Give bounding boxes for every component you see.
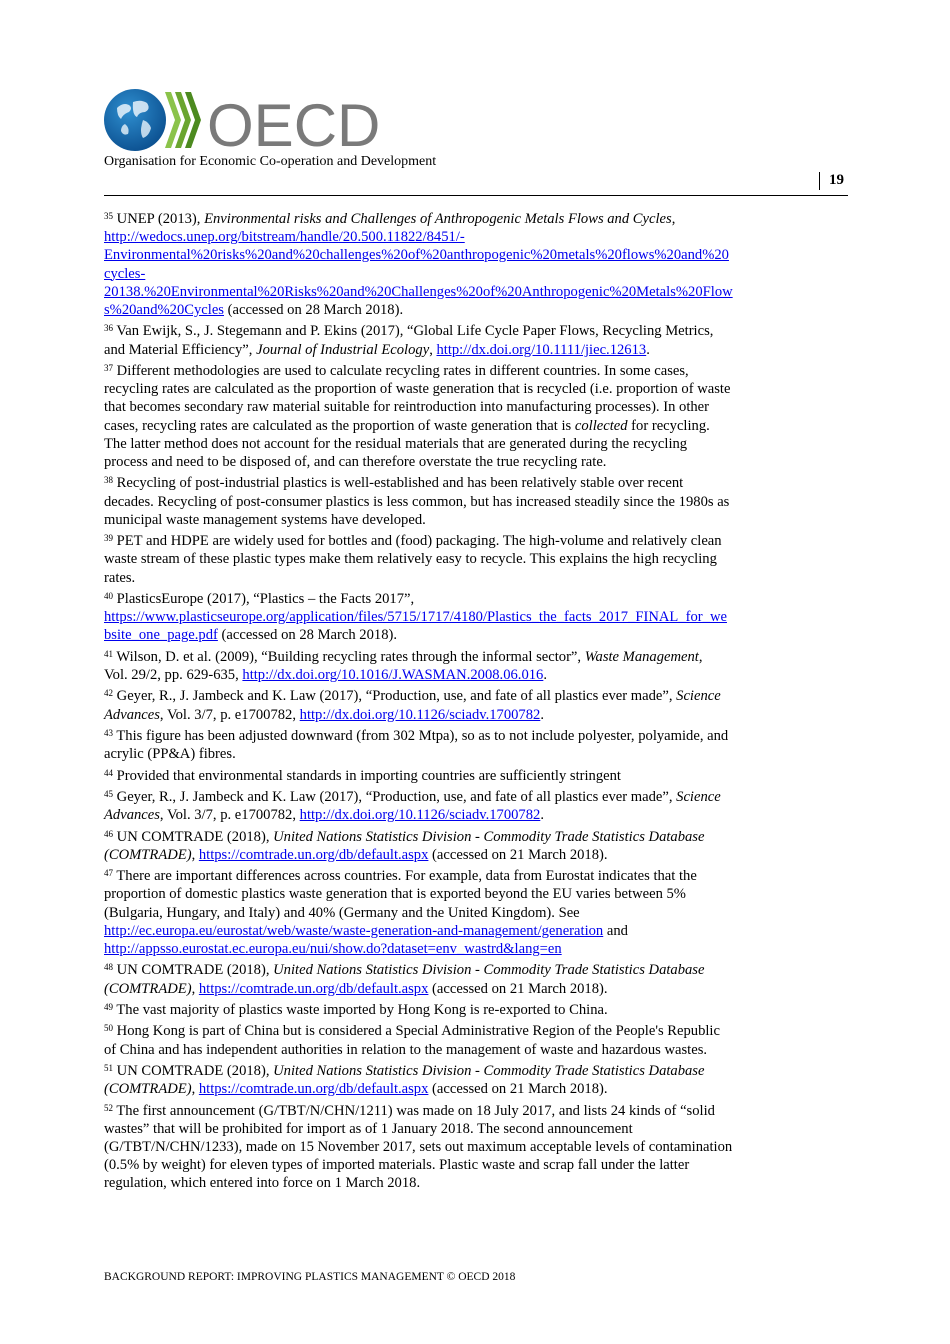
footnote-text: rates.: [104, 569, 136, 586]
footnote-text: proportion of domestic plastics waste generation that is exported beyond the EU varies between 5%: [104, 886, 686, 903]
globe-icon: [104, 89, 166, 151]
footnote-line: [104, 922, 796, 940]
italic-title: United Nations Statistics Division - Commodity Trade Statistics Database: [273, 1062, 705, 1079]
italic-title: Waste Management: [584, 648, 699, 665]
footnote-text: (accessed on 21 March 2018).: [428, 980, 608, 997]
reference-link[interactable]: https://comtrade.un.org/db/default.aspx: [198, 846, 429, 863]
footnote-text: UN COMTRADE (2018),: [116, 962, 274, 979]
footnote-line: [104, 301, 796, 319]
footnote-number: 41: [104, 648, 113, 659]
footnote-text: (accessed on 28 March 2018).: [223, 302, 404, 319]
footnote-line: [104, 940, 796, 958]
italic-title: collected: [574, 417, 628, 434]
italic-title: Advances: [104, 706, 160, 723]
footnote-line: [104, 362, 796, 380]
footnote-line: [104, 380, 796, 398]
footnote-text: .: [540, 807, 544, 824]
footnote-line: [104, 493, 796, 511]
reference-link[interactable]: http://ec.europa.eu/eurostat/web/waste/waste-generation-and-management/generation: [104, 922, 604, 939]
reference-link[interactable]: s%20and%20Cycles: [104, 302, 224, 319]
italic-title: United Nations Statistics Division - Commodity Trade Statistics Database: [273, 828, 705, 845]
reference-link[interactable]: https://comtrade.un.org/db/default.aspx: [198, 980, 429, 997]
footnote-text: The first announcement (G/TBT/N/CHN/1211) was made on 18 July 2017, and lists 24 kinds of “solid: [116, 1102, 715, 1119]
reference-link[interactable]: http://dx.doi.org/10.1126/sciadv.1700782: [299, 706, 541, 723]
footnote-text: There are important differences across countries. For example, data from Eurostat indicates that the: [116, 868, 697, 885]
footnote-line: [104, 550, 796, 568]
footnote-line: [104, 532, 796, 550]
footnote-text: municipal waste management systems have developed.: [104, 511, 426, 528]
chevrons-icon: [165, 92, 201, 148]
footnote-number: 37: [104, 363, 113, 373]
footnote-47: [104, 867, 796, 958]
footnote-42: [104, 687, 796, 723]
footnote-text: UN COMTRADE (2018),: [116, 1062, 274, 1079]
reference-link[interactable]: http://wedocs.unep.org/bitstream/handle/20.500.11822/8451/-: [104, 229, 465, 246]
footnote-line: [104, 1062, 796, 1080]
footnote-number: 36: [104, 323, 113, 334]
organisation-name: Organisation for Economic Co-operation and Development: [104, 154, 437, 169]
footnote-text: wastes” that will be prohibited for import as of 1 January 2018. The second announcement: [104, 1120, 633, 1137]
footnote-39: [104, 532, 796, 587]
footnote-text: decades. Recycling of post-consumer plastics is less common, but has increased steadily since the 1980s as: [104, 493, 730, 510]
footnote-text: ,: [191, 980, 199, 997]
footnote-51: [104, 1062, 796, 1098]
footnote-number: 35: [104, 211, 113, 221]
italic-title: United Nations Statistics Division - Commodity Trade Statistics Database: [273, 962, 705, 979]
footnote-text: This figure has been adjusted downward (from 302 Mtpa), so as to not include polyester, polyamide, and: [116, 727, 729, 744]
footnote-text: The latter method does not account for the residual materials that are generated during the recycling: [104, 435, 688, 452]
footnote-text: process and need to be disposed of, and can therefore overstate the true recycling rate.: [104, 454, 607, 471]
footnote-line: [104, 666, 796, 684]
header-divider: [104, 195, 848, 196]
footnote-number: 42: [104, 688, 113, 699]
footnote-text: ,: [191, 1081, 199, 1098]
footnote-text: Vol. 29/2, pp. 629-635,: [104, 667, 243, 683]
footnote-line: [104, 1156, 796, 1174]
footnote-line: [104, 745, 796, 763]
footnote-number: 45: [104, 788, 113, 799]
page-number-bar: [819, 172, 820, 190]
footnote-text: Geyer, R., J. Jambeck and K. Law (2017), “Production, use, and fate of all plastics ever made”,: [116, 788, 677, 805]
footnote-text: , Vol. 3/7, p. e1700782,: [159, 807, 300, 824]
footnote-text: recycling rates are calculated as the proportion of waste generation that is recycled (i.e. proportion of waste: [104, 381, 731, 398]
footnote-text: Hong Kong is part of China but is considered a Special Administrative Region of the People's Republic: [116, 1023, 720, 1040]
reference-link[interactable]: https://comtrade.un.org/db/default.aspx: [198, 1081, 429, 1098]
footnote-text: (accessed on 28 March 2018).: [217, 627, 398, 644]
footnote-line: [104, 1102, 796, 1120]
footnote-text: ,: [191, 846, 199, 863]
footnote-line: [104, 1022, 796, 1040]
footnote-text: cases, recycling rates are calculated as the proportion of waste generation that is: [104, 417, 575, 434]
page-footer: BACKGROUND REPORT: IMPROVING PLASTICS MANAGEMENT © OECD 2018: [104, 1271, 516, 1283]
footnote-number: 44: [104, 767, 113, 778]
footnote-line: [104, 210, 796, 228]
footnote-line: [104, 626, 796, 644]
footnote-text: ,: [429, 341, 437, 358]
footnote-number: 39: [104, 533, 113, 544]
footnote-36: [104, 322, 796, 358]
footnote-number: 51: [104, 1062, 113, 1073]
footnote-line: [104, 474, 796, 492]
footnote-line: [104, 828, 796, 846]
footnote-line: [104, 767, 796, 785]
footnote-text: Provided that environmental standards in importing countries are sufficiently stringent: [116, 767, 621, 784]
footnote-text: (G/TBT/N/CHN/1233), made on 15 November 2017, sets out maximum acceptable levels of contamination: [104, 1138, 733, 1155]
footnote-line: [104, 648, 796, 666]
reference-link[interactable]: Environmental%20risks%20and%20challenges%20of%20anthropogenic%20metals%20flows%20and%20: [104, 247, 729, 264]
footnote-41: [104, 648, 796, 684]
footnote-text: acrylic (PP&A) fibres.: [104, 746, 236, 763]
footnote-line: [104, 706, 796, 724]
reference-link[interactable]: 20138.%20Environmental%20Risks%20and%20Challenges%20of%20Anthropogenic%20Metals%20Flow: [104, 283, 733, 300]
footnote-number: 47: [104, 868, 113, 879]
footnote-text: Wilson, D. et al. (2009), “Building recycling rates through the informal sector”,: [116, 648, 585, 665]
footnote-number: 48: [104, 962, 113, 973]
reference-link[interactable]: cycles-: [104, 265, 146, 282]
footnote-line: [104, 246, 796, 264]
footnote-line: [104, 283, 796, 301]
footnote-text: The vast majority of plastics waste imported by Hong Kong is re-exported to China.: [116, 1001, 608, 1018]
footnotes-list: [104, 210, 796, 1196]
italic-title: (COMTRADE): [104, 846, 192, 863]
footnote-text: PET and HDPE are widely used for bottles and (food) packaging. The high-volume and relatively clean: [116, 533, 722, 550]
footnote-45: [104, 788, 796, 824]
footnote-number: 46: [104, 828, 113, 839]
footnote-text: (accessed on 21 March 2018).: [428, 1081, 608, 1098]
footnote-text: PlasticsEurope (2017), “Plastics – the Facts 2017”,: [116, 591, 415, 607]
footnote-line: [104, 398, 796, 416]
footnote-line: [104, 867, 796, 885]
footnote-line: [104, 788, 796, 806]
footnote-line: [104, 608, 796, 626]
footnote-number: 49: [104, 1001, 113, 1012]
reference-link[interactable]: http://appsso.eurostat.ec.europa.eu/nui/show.do?dataset=env_wastrd&lang=en: [104, 940, 562, 957]
footnote-line: [104, 961, 796, 979]
footnote-40: [104, 590, 796, 645]
footnote-text: and: [603, 922, 628, 939]
footnote-46: [104, 828, 796, 864]
footnote-number: 43: [104, 727, 113, 738]
italic-title: Environmental risks and Challenges of Anthropogenic Metals Flows and Cycles: [204, 211, 672, 227]
footnote-text: ,: [698, 648, 703, 665]
footnote-text: of China and has independent authorities in relation to the management of waste and hazardous wastes.: [104, 1041, 708, 1058]
footnote-text: .: [543, 667, 547, 683]
footnote-35: [104, 210, 796, 319]
footnote-number: 38: [104, 475, 113, 486]
footnote-line: [104, 435, 796, 453]
footnote-text: (accessed on 21 March 2018).: [428, 846, 608, 863]
footnote-line: [104, 846, 796, 864]
footnote-line: [104, 1001, 796, 1019]
reference-link[interactable]: http://dx.doi.org/10.1111/jiec.12613: [436, 341, 647, 358]
footnote-line: [104, 727, 796, 745]
footnote-49: [104, 1001, 796, 1019]
footnote-text: UNEP (2013),: [116, 211, 205, 227]
footnote-line: [104, 885, 796, 903]
reference-link[interactable]: https://www.plasticseurope.org/application/files/5715/1717/4180/Plastics_the_facts_2017_FINAL_for_we: [104, 609, 727, 626]
footnote-number: 50: [104, 1023, 113, 1034]
footnote-text: waste stream of these plastic types make them relatively easy to recycle. This explains the high recycling: [104, 551, 717, 568]
footnote-text: and Material Efficiency”,: [104, 341, 257, 358]
footnote-text: Geyer, R., J. Jambeck and K. Law (2017), “Production, use, and fate of all plastics ever made”,: [116, 688, 677, 705]
italic-title: Science: [676, 688, 721, 705]
footnote-line: [104, 806, 796, 824]
footnote-37: [104, 362, 796, 471]
italic-title: (COMTRADE): [104, 980, 192, 997]
footnote-line: [104, 904, 796, 922]
footnote-line: [104, 511, 796, 529]
footnote-38: [104, 474, 796, 529]
reference-link[interactable]: http://dx.doi.org/10.1126/sciadv.1700782: [299, 807, 541, 824]
italic-title: (COMTRADE): [104, 1081, 192, 1098]
footnote-text: that becomes secondary raw material suitable for reintroduction into manufacturing processes). In other: [104, 399, 710, 416]
footnote-text: , Vol. 3/7, p. e1700782,: [159, 706, 300, 723]
page-number: 19: [829, 172, 844, 188]
footnote-line: [104, 687, 796, 705]
footnote-line: [104, 322, 796, 340]
italic-title: Journal of Industrial Ecology: [256, 341, 430, 358]
footnote-52: [104, 1102, 796, 1193]
footnote-line: [104, 569, 796, 587]
reference-link[interactable]: http://dx.doi.org/10.1016/J.WASMAN.2008.06.016: [242, 667, 544, 683]
footnote-line: [104, 341, 796, 359]
footnote-line: [104, 590, 796, 608]
footnote-line: [104, 1080, 796, 1098]
footnote-text: (Bulgaria, Hungary, and Italy) and 40% (Germany and the United Kingdom). See: [104, 904, 580, 921]
footnote-text: Different methodologies are used to calculate recycling rates in different countries. In some cases,: [116, 363, 689, 379]
footnote-text: .: [540, 706, 544, 723]
italic-title: Advances: [104, 807, 160, 824]
oecd-logo-graphic: [103, 88, 378, 156]
footnote-48: [104, 961, 796, 997]
footnote-line: [104, 228, 796, 246]
footnote-line: [104, 1041, 796, 1059]
footnote-line: [104, 1138, 796, 1156]
footnote-number: 52: [104, 1102, 113, 1113]
reference-link[interactable]: bsite_one_page.pdf: [104, 627, 218, 644]
footnote-50: [104, 1022, 796, 1058]
footnote-line: [104, 980, 796, 998]
oecd-logo: [103, 88, 378, 156]
footnote-text: ,: [671, 211, 676, 227]
footnote-text: (0.5% by weight) for eleven types of imported materials. Plastic waste and scrap fall under the latter: [104, 1157, 690, 1174]
footnote-text: Van Ewijk, S., J. Stegemann and P. Ekins (2017), “Global Life Cycle Paper Flows, Recycling Metrics,: [116, 323, 714, 340]
footnote-line: [104, 1120, 796, 1138]
italic-title: Science: [676, 788, 721, 805]
footnote-text: Recycling of post-industrial plastics is well-established and has been relatively stable over recent: [116, 475, 684, 492]
footnote-line: [104, 265, 796, 283]
oecd-wordmark: OECD: [207, 92, 378, 156]
footnote-line: [104, 417, 796, 435]
footnote-line: [104, 1174, 796, 1192]
footnote-line: [104, 453, 796, 471]
footnote-43: [104, 727, 796, 763]
footnote-number: 40: [104, 591, 113, 601]
footnote-text: .: [646, 341, 650, 358]
footnote-text: regulation, which entered into force on 1 March 2018.: [104, 1175, 421, 1192]
footnote-44: [104, 767, 796, 785]
footnote-text: UN COMTRADE (2018),: [116, 828, 274, 845]
footnote-text: for recycling.: [627, 417, 710, 434]
